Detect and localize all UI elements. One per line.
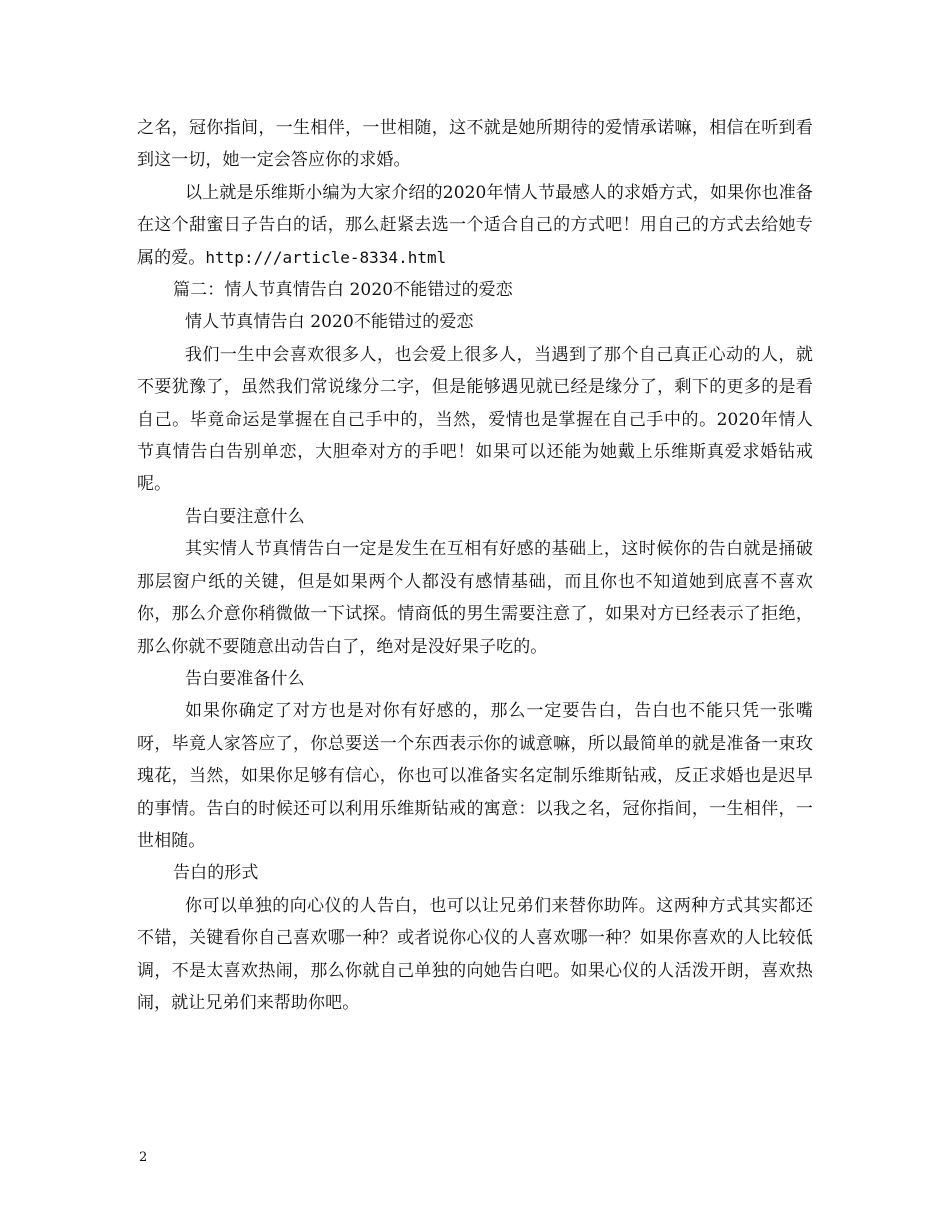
paragraph-continuation: 之名，冠你指间，一生相伴，一世相随，这不就是她所期待的爱情承诺嘛，相信在听到看到这一切，她一定会答应你的求婚。	[137, 118, 813, 171]
subheading-form: 告白的形式	[173, 863, 259, 884]
subheading-prepare: 告白要准备什么	[185, 668, 305, 689]
paragraph-attention: 其实情人节真情告白一定是发生在互相有好感的基础上，这时候你的告白就是捅破那层窗户纸的关键，但是如果两个人都没有感情基础，而且你也不知道她到底喜不喜欢你，那么介意你稍微做一下试探。情商低的男生需要注意了，如果对方已经表示了拒绝，那么你就不要随意出动告白了，绝对是没好果子吃的。	[137, 539, 813, 657]
article-url: http:///article-8334.html	[205, 247, 447, 267]
paragraph-summary	[137, 177, 813, 274]
page-number: 2	[139, 1150, 148, 1165]
summary-text: 以上就是乐维斯小编为大家介绍的2020年情人节最感人的求婚方式，如果你也准备在这个甜蜜日子告白的话，那么赶紧去选一个适合自己的方式吧！用自己的方式去给她专属的爱。	[137, 182, 813, 268]
paragraph-intro: 我们一生中会喜欢很多人，也会爱上很多人，当遇到了那个自己真正心动的人，就不要犹豫了，虽然我们常说缘分二字，但是能够遇见就已经是缘分了，剩下的更多的是看自己。毕竟命运是掌握在自己手中的，当然，爱情也是掌握在自己手中的。2020年情人节真情告白告别单恋，大胆牵对方的手吧！如果可以还能为她戴上乐维斯真爱求婚钻戒呢。	[137, 344, 813, 495]
document-body	[137, 112, 813, 1019]
subheading-attention: 告白要注意什么	[185, 506, 305, 527]
paragraph-form: 你可以单独的向心仪的人告白，也可以让兄弟们来替你助阵。这两种方式其实都还不错，关键看你自己喜欢哪一种？或者说你心仪的人喜欢哪一种？如果你喜欢的人比较低调，不是太喜欢热闹，那么你就自己单独的向她告白吧。如果心仪的人活泼开朗，喜欢热闹，就让兄弟们来帮助你吧。	[137, 895, 813, 1013]
paragraph-prepare: 如果你确定了对方也是对你有好感的，那么一定要告白，告白也不能只凭一张嘴呀，毕竟人家答应了，你总要送一个东西表示你的诚意嘛，所以最简单的就是准备一束玫瑰花，当然，如果你足够有信心，你也可以准备实名定制乐维斯钻戒，反正求婚也是迟早的事情。告白的时候还可以利用乐维斯钻戒的寓意：以我之名，冠你指间，一生相伴，一世相随。	[137, 701, 813, 851]
section-title: 情人节真情告白 2020不能错过的爱恋	[185, 312, 474, 333]
section-heading: 篇二：情人节真情告白 2020不能错过的爱恋	[173, 280, 513, 301]
